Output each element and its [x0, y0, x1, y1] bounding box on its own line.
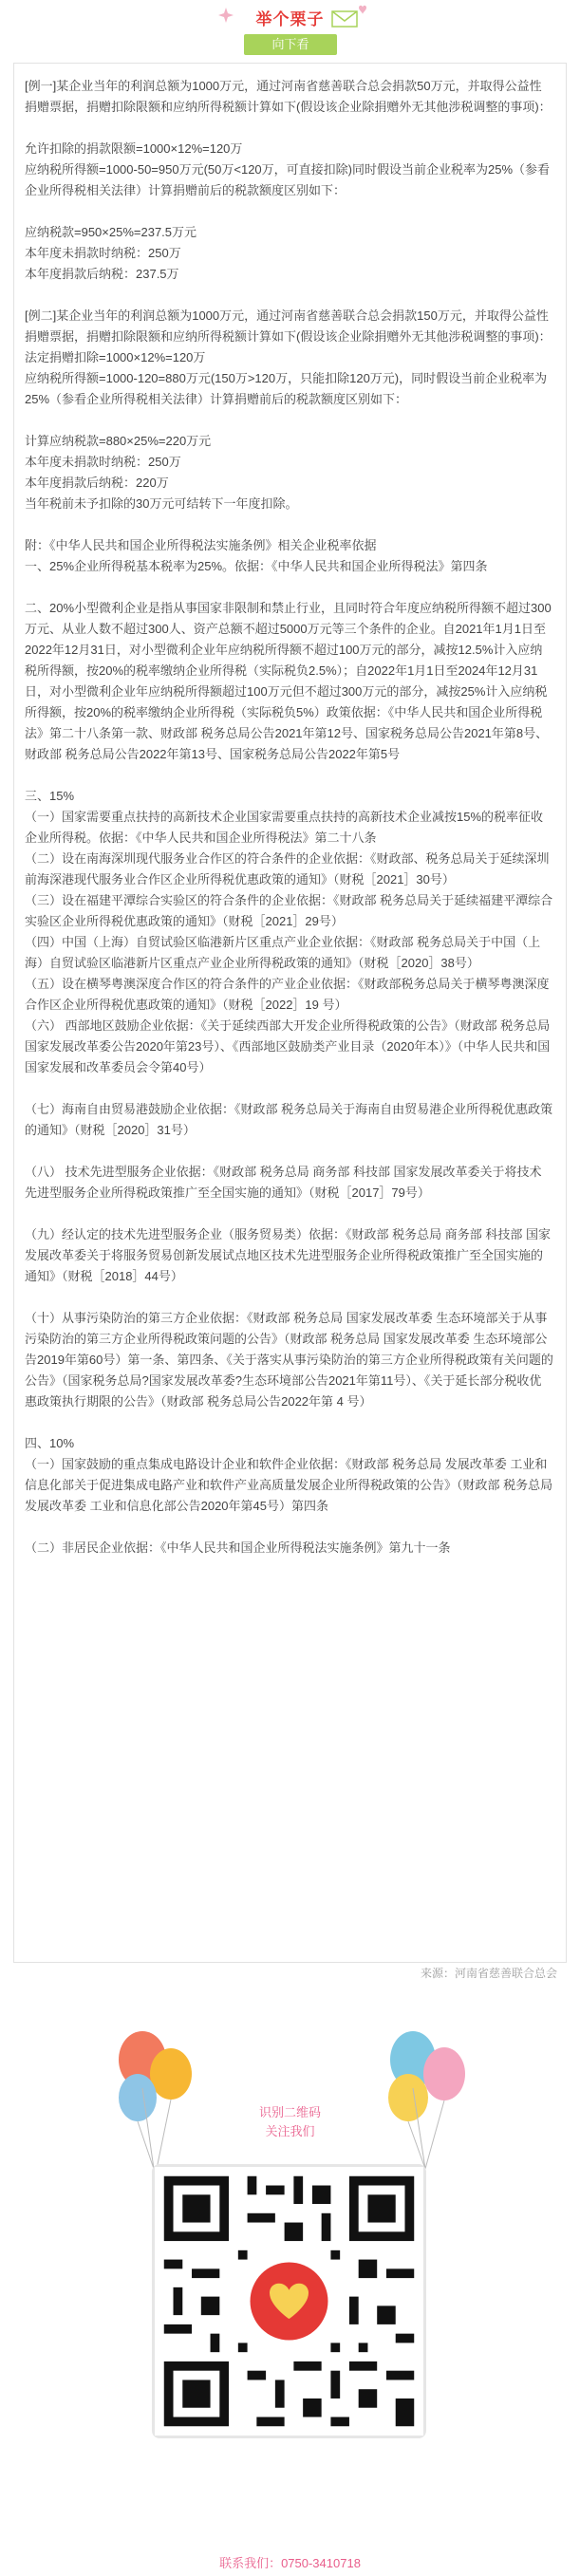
paragraph: （四）中国（上海）自贸试验区临港新片区重点产业企业依据：《财政部 税务总局关于中国（上海）自贸试验区临港新片区重点产业企业所得税政策的通知》（财税［2020］38号） — [25, 935, 541, 970]
paragraph: （六） 西部地区鼓励企业依据：《关于延续西部大开发企业所得税政策的公告》（财政部 税务总局 国家发展改革委公告2020年第23号）、《西部地区鼓励类产业目录（2020年本）》（中华人民共和国国家发展和改革委员会令第40号） — [25, 1018, 551, 1074]
paragraph: （一）国家需要重点扶持的高新技术企业国家需要重点扶持的高新技术企业减按15%的税率征收企业所得税。依据：《中华人民共和国企业所得税法》第二十八条 — [25, 810, 544, 845]
paragraph: 本年度未捐款时纳税：250万 — [25, 246, 181, 260]
paragraph-spacer — [13, 577, 565, 598]
paragraph-spacer — [13, 1078, 565, 1099]
paragraph-spacer — [13, 1412, 565, 1433]
page-title: 举个栗子 — [255, 10, 325, 28]
article-content — [13, 76, 565, 1559]
paragraph: 当年税前未予扣除的30万元可结转下一年度扣除。 — [25, 496, 298, 511]
paragraph: （一）国家鼓励的重点集成电路设计企业和软件企业依据：《财政部 税务总局 发展改革委 工业和信息化部关于促进集成电路产业和软件产业高质量发展企业所得税政策的公告》（财政部 税务总局 发展改革委 工业和信息化部公告2020年第45号）第四条 — [25, 1457, 553, 1513]
heart-envelope-decoration — [328, 4, 366, 30]
paragraph: 三、15% — [25, 789, 75, 803]
paragraph: [例二]某企业当年的利润总额为1000万元，通过河南省慈善联合总会捐款150万元，并取得公益性捐赠票据，捐赠扣除限额和应纳所得税额计算如下(假设该企业除捐赠外无其他涉税调整的事项)： — [25, 308, 552, 344]
paragraph: 附：《中华人民共和国企业所得税法实施条例》相关企业税率依据 — [25, 538, 377, 552]
paragraph: 应纳税所得额=1000-50=950万元(50万<120万，可直接扣除)同时假设当前企业税率为25%（参看企业所得税相关法律）计算捐赠前后的税款额度区别如下： — [25, 162, 551, 197]
qr-caption-line2: 关注我们 — [265, 2124, 315, 2138]
paragraph-spacer — [13, 118, 565, 139]
paragraph-spacer — [13, 765, 565, 786]
paragraph: （二）设在南海深圳现代服务业合作区的符合条件的企业依据：《财政部、税务总局关于延续深圳前海深港现代服务业合作区企业所得税优惠政策的通知》（财税［2021］30号） — [25, 851, 550, 887]
paragraph-spacer — [13, 1517, 565, 1538]
paragraph: （八） 技术先进型服务企业依据：《财政部 税务总局 商务部 科技部 国家发展改革委关于将技术先进型服务企业所得税政策推广至全国实施的通知》（财税［2017］79号） — [25, 1165, 542, 1200]
page-header — [0, 0, 580, 61]
paragraph: 一、25%企业所得税基本税率为25%。依据：《中华人民共和国企业所得税法》第四条 — [25, 559, 488, 573]
paragraph: 应纳税所得额=1000-120=880万元(150万>120万，只能扣除120万元)，同时假设当前企业税率为25%（参看企业所得税相关法律）计算捐赠前后的税款额度区别如下： — [25, 371, 548, 406]
paragraph-spacer — [13, 1287, 565, 1308]
paragraph: （五）设在横琴粤澳深度合作区的符合条件的产业企业依据：《财政部税务总局关于横琴粤澳深度合作区企业所得税优惠政策的通知》（财税［2022］19 号） — [25, 977, 550, 1012]
qr-caption-line1: 识别二维码 — [258, 2105, 321, 2119]
paragraph-spacer — [13, 1141, 565, 1162]
scroll-down-button[interactable]: 向下看 — [244, 34, 337, 55]
qr-code-icon[interactable] — [155, 2167, 423, 2436]
paragraph-spacer — [13, 514, 565, 535]
paragraph: 应纳税款=950×25%=237.5万元 — [25, 225, 197, 239]
paragraph: （七）海南自由贸易港鼓励企业依据：《财政部 税务总局关于海南自由贸易港企业所得税优惠政策的通知》（财税［2020］31号） — [25, 1102, 553, 1137]
qr-section — [0, 2007, 580, 2576]
paragraph: [例一]某企业当年的利润总额为1000万元，通过河南省慈善联合总会捐款50万元，并取得公益性捐赠票据，捐赠扣除限额和应纳所得税额计算如下(假设该企业除捐赠外无其他涉税调整的事项)： — [25, 79, 552, 114]
paragraph: 二、20%小型微利企业是指从事国家非限制和禁止行业，且同时符合年度应纳税所得额不超过300万元、从业人数不超过300人、资产总额不超过5000万元等三个条件的企业。自2021年1月1日至2022年12月31日，对小型微利企业年应纳税所得额不超过100万元的部分，减按12.5%计入应纳税所得额，按20%的税率缴纳企业所得税（实际税负2.5%）；自2022年1月1日至2024年12月31日，对小型微利企业年应纳税所得额超过100万元但不超过300万元的部分，减按25%计入应纳税所得额，按20%的税率缴纳企业所得税（实际税负5%）政策依据：《中华人民共和国企业所得税法》第二十八条第一款、财政部 税务总局公告2021年第12号、国家税务总局公告2021年第8号、财政部 税务总局公告2022年第13号、国家税务总局公告2022年第5号 — [25, 601, 552, 761]
paragraph: （九）经认定的技术先进型服务企业（服务贸易类）依据：《财政部 税务总局 商务部 科技部 国家发展改革委关于将服务贸易创新发展试点地区技术先进型服务企业所得税政策推广至全国实施的通知》（财税［2018］44号） — [25, 1227, 551, 1283]
paragraph-spacer — [13, 1204, 565, 1224]
paragraph-spacer — [13, 201, 565, 222]
contact-phone: 联系我们：0750-3410718 — [219, 2556, 361, 2570]
paragraph-spacer — [13, 285, 565, 306]
balloons-right-icon — [370, 2017, 475, 2178]
paragraph-spacer — [13, 410, 565, 431]
paragraph: 本年度捐款后纳税：237.5万 — [25, 267, 179, 281]
source-credit: 来源：河南省慈善联合总会 — [420, 1967, 557, 1980]
paragraph: （十）从事污染防治的第三方企业依据：《财政部 税务总局 国家发展改革委 生态环境部关于从事污染防治的第三方企业所得税政策问题的公告》（财政部 税务总局 国家发展改革委 生态环境部公告2019年第60号）第一条、第四条、《关于落实从事污染防治的第三方企业所得税政策有关问题的公告》（国家税务总局?国家发展改革委?生态环境部公告2021年第11号）、《关于延长部分税收优惠政策执行期限的公告》（财政部 税务总局公告2022年第 4 号） — [25, 1311, 553, 1409]
paragraph: 允许扣除的捐款限额=1000×12%=120万 — [25, 141, 243, 156]
paragraph: 本年度捐款后纳税：220万 — [25, 476, 169, 490]
paragraph: （二）非居民企业依据：《中华人民共和国企业所得税法实施条例》第九十一条 — [25, 1540, 451, 1555]
qr-code-frame — [152, 2164, 426, 2438]
balloons-left-icon — [104, 2017, 209, 2178]
paragraph: 计算应纳税款=880×25%=220万元 — [25, 434, 212, 448]
paragraph: （三）设在福建平潭综合实验区的符合条件的企业依据：《财政部 税务总局关于延续福建平潭综合实验区企业所得税优惠政策的通知》（财税［2021］29号） — [25, 893, 553, 928]
paragraph: 四、10% — [25, 1436, 75, 1450]
paragraph: 本年度未捐款时纳税：250万 — [25, 455, 181, 469]
paragraph: 法定捐赠扣除=1000×12%=120万 — [25, 350, 206, 364]
